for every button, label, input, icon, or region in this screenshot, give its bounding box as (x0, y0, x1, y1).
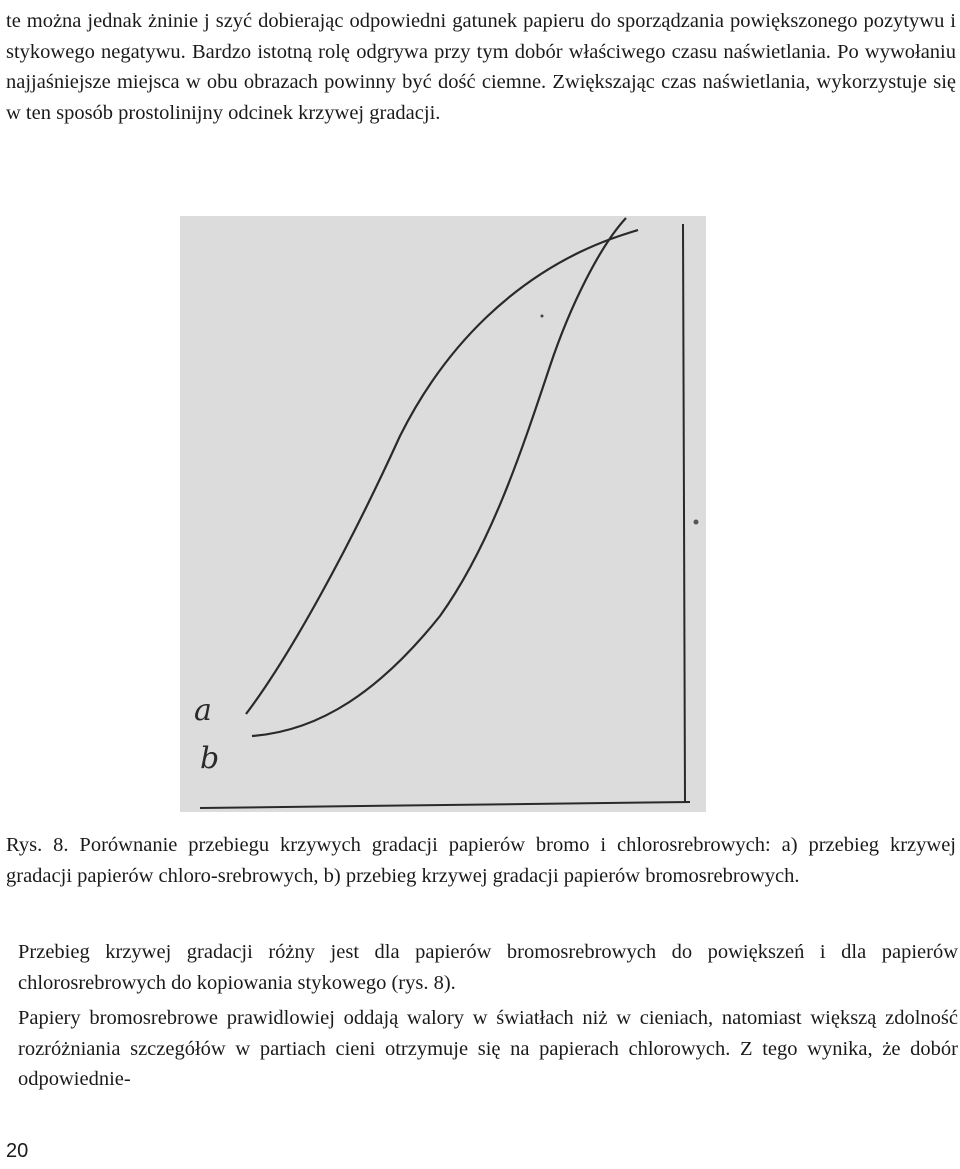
gradation-curves-figure (180, 216, 706, 812)
curve-a (246, 230, 638, 714)
paragraph-2: Przebieg krzywej gradacji różny jest dla papierów bromosrebrowych do powiększeń i dla papierów chlorosrebrowych do kopiowania stykowego (rys. 8). (18, 941, 958, 994)
curve-label-b: b (200, 741, 220, 776)
page-number: 20 (6, 1140, 29, 1162)
curve-b (252, 218, 626, 736)
curve-label-a: a (194, 693, 212, 728)
y-axis-line (683, 224, 685, 802)
x-axis-line (200, 802, 690, 808)
paragraph-3: Papiery bromosrebrowe prawidlowiej oddają walory w światłach niż w cieniach, natomiast większą zdolność rozróżniania szczegółów w partiach cieni otrzymuje się na papierach chlorowych. Z tego wynika, że dobór odpowiednie- (18, 1007, 958, 1090)
figure-caption: Rys. 8. Porównanie przebiegu krzywych gradacji papierów bromo i chlorosrebrowych: a) przebieg krzywej gradacji papierów chloro-srebrowych, b) przebieg krzywej gradacji papierów bromosrebrowych. (6, 834, 956, 887)
marking-dot (694, 520, 699, 525)
paragraph-top: te można jednak żninie j szyć dobierając odpowiedni gatunek papieru do sporządzania powiększonego pozytywu i stykowego negatywu. Bardzo istotną rolę odgrywa przy tym dobór właściwego czasu naświetlania. Po wywołaniu najjaśniejsze miejsca w obu obrazach powinny być dość ciemne. Zwiększając czas naświetlania, wykorzystuje się w ten sposób prostolinijny odcinek krzywej gradacji. (6, 10, 956, 124)
marking-dot (541, 315, 544, 318)
figure-svg (180, 216, 706, 812)
